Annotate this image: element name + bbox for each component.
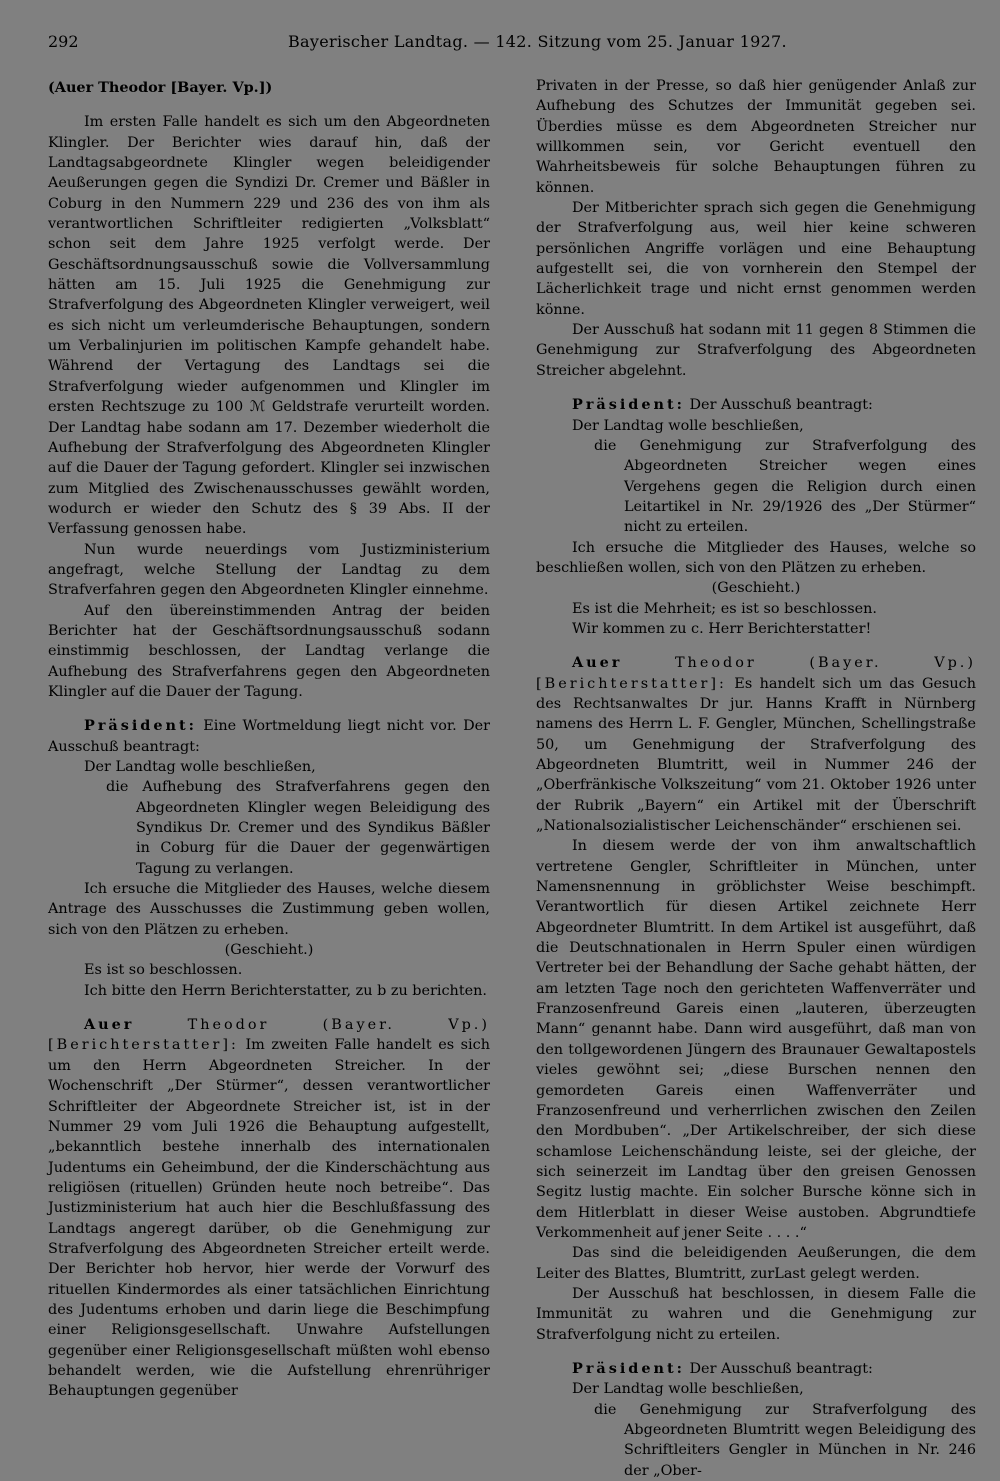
request-text: Ich ersuche die Mitglieder des Hauses, welche so beschließen wollen, sich von den Plätzen zu erheben. [536,539,976,576]
speaker-heading: (Auer Theodor [Bayer. Vp.]) [48,79,273,96]
left-column [48,78,490,1402]
speaker-name: Theodor (Bayer. Vp.) [Berichterstatter]: [48,1017,490,1054]
paragraph: In diesem werde der von ihm anwaltschaftlich vertretene Gengler, Schriftleiter in München, unter Namensnennung in gröblichster Weise beschimpft. Verantwortlich für diesen Artikel zeichnete Herr Abgeordneter Blumtritt. In dem Artikel ist ausgeführt, daß die Deutschnationalen in Herrn Spuler einen würdigen Vertreter bei der Behandlung der Sache gehabt hätten, der am letzten Tage noch den gerichteten Waffenverräter und Franzosenfreund Gareis einen „lauteren, überzeugten Mann“ genannt habe. Dann wird ausgeführt, daß man von den tollgewordenen Jüngern des Braunauer Gewaltapostels vieles gewöhnt sei; „diese Burschen nennen den gemordeten Gareis einen Waffenverräter und Franzosenfreund und verherrlichen zwischen den Zeilen den Mordbuben“. „Der Artikelschreiber, der sich diese schamlose Leichenschändung leiste, sei der gleiche, der sich seinerzeit im Landtag über den greisen Genossen Segitz lustig machte. Ein solcher Bursche könne sich in dem Hitlerblatt in dieser Weise austoben. Abgrundtiefe Verkommenheit auf jener Seite . . . .“ [536,838,976,1241]
statement-text: Es handelt sich um das Gesuch des Rechtsanwaltes Dr jur. Hanns Krafft in Nürnberg namens des Herrn L. F. Gengler, München, Schellingstraße 50, um Genehmigung der Strafverfolgung des Abgeordneten Blumtritt, weil in Nummer 246 der „Oberfränkische Volkszeitung“ vom 21. Oktober 1926 unter der Rubrik „Bayern“ ein Artikel mit der Überschrift „Nationalsozialistischer Leichenschänder“ erschienen sei. [536,675,976,835]
speaker-statement [536,653,976,836]
speaker-label: Präsident: [572,1359,685,1377]
page-header [48,32,974,54]
next-item-text: Wir kommen zu c. Herr Berichterstatter! [572,620,872,637]
request-text: Ich ersuche die Mitglieder des Hauses, welche diesem Antrage des Ausschusses die Zustimmung geben wollen, sich von den Plätzen zu erheben. [48,881,490,938]
paragraph: Privaten in der Presse, so daß hier genügender Anlaß zur Aufhebung des Schutzes der Immunität gegeben sei. Überdies müsse es dem Abgeordneten Streicher nur willkommen sein, vor Gericht eventuell den Wahrheitsbeweis für solche Behauptungen führen zu können. [536,78,976,196]
statement-text: Der Ausschuß beantragt: [684,397,873,414]
motion-body: die Aufhebung des Strafverfahrens gegen den Abgeordneten Klingler wegen Beleidigung des Syndikus Dr. Cremer und des Syndikus Bäßler in Coburg für die Dauer der gegenwärtigen Tagung zu verlangen. [106,779,490,877]
right-column [536,76,976,1481]
decision-text: Es ist so beschlossen. [84,962,243,979]
president-statement [48,716,490,757]
president-statement [536,1359,976,1379]
page-number: 292 [48,32,79,51]
paragraph: Im ersten Falle handelt es sich um den Abgeordneten Klingler. Der Berichter wies darauf hin, daß der Landtagsabgeordnete Klingler wegen beleidigender Aeußerungen gegen die Syndizi Dr. Cremer und Bäßler in Coburg in den Nummern 229 und 236 des von ihm als verantwortlichen Schriftleiter redigierten „Volksblatt“ schon seit dem Jahre 1925 verfolgt werde. Der Geschäftsordnungsausschuß sowie die Vollversammlung hätten am 15. Juli 1925 die Genehmigung zur Strafverfolgung des Abgeordneten Klingler verweigert, weil es sich nicht um verleumderische Behauptungen, sondern um Verbalinjurien im politischen Kampfe gehandelt habe. Während der Vertagung des Landtags sei die Strafverfolgung wieder aufgenommen und Klingler im ersten Rechtszuge zu 100 ℳ Geldstrafe verurteilt worden. Der Landtag habe sodann am 17. Dezember wiederholt die Aufhebung der Strafverfolgung des Abgeordneten Klingler auf die Dauer der Tagung gefordert. Klingler sei inzwischen zum Mitglied des Zwischenausschusses gewählt worden, wodurch er wieder den Schutz des § 39 Abs. II der Verfassung genossen habe. [48,114,490,538]
stage-direction: (Geschieht.) [711,580,801,597]
statement-text: Eine Wortmeldung liegt nicht vor. Der Ausschuß beantragt: [48,718,490,755]
speaker-statement [48,1015,490,1402]
motion-intro: Der Landtag wolle beschließen, [84,759,316,775]
paragraph: Der Ausschuß hat sodann mit 11 gegen 8 Stimmen die Genehmigung zur Strafverfolgung des Abgeordneten Streicher abgelehnt. [536,322,976,379]
paragraph: Auf den übereinstimmenden Antrag der beiden Berichter hat der Geschäftsordnungsausschuß sodann einstimmig beschlossen, der Landtag verlange die Aufhebung des Strafverfahrens gegen den Abgeordneten Klingler auf die Dauer der Tagung. [48,602,490,700]
president-statement [536,395,976,415]
stage-direction: (Geschieht.) [224,942,314,959]
statement-text: Der Ausschuß beantragt: [684,1360,873,1377]
paragraph: Das sind die beleidigenden Aeußerungen, die dem Leiter des Blattes, Blumtritt, zurLast gelegt werden. [536,1245,976,1282]
speaker-label: Präsident: [84,717,197,735]
motion-intro: Der Landtag wolle beschließen, [572,417,804,434]
running-title: Bayerischer Landtag. — 142. Sitzung vom 25. Januar 1927. [288,32,787,51]
speaker-name: Theodor (Bayer. Vp.) [Berichterstatter]: [536,655,976,692]
statement-text: Im zweiten Falle handelt es sich um den Herrn Abgeordneten Streicher. In der Wochenschrift „Der Stürmer“, dessen verantwortlicher Schriftleiter der Abgeordnete Streicher ist, ist in der Nummer 29 vom Juli 1926 die Behauptung aufgestellt, „bekanntlich bestehe innerhalb des internationalen Judentums ein Geheimbund, der die Kinderschächtung aus religiösen (rituellen) Gründen heute noch betreibe“. Das Justizministerium hat auch hier die Beschlußfassung des Landtags angeregt darüber, ob die Genehmigung zur Strafverfolgung des Abgeordneten Streicher erteilt werde. Der Berichter hob hervor, hier werde der Vorwurf des rituellen Kindermordes als einer tatsächlichen Einrichtung des Judentums erhoben und darin liege die Beschimpfung einer Religionsgesellschaft. Unwahre Aufstellungen gegenüber einer Religionsgesellschaft müßten wohl ebenso behandelt werden, wie die Aufstellung ehrenrühriger Behauptungen gegenüber [48,1037,490,1400]
motion-body: die Genehmigung zur Strafverfolgung des Abgeordneten Blumtritt wegen Beleidigung des Schriftleiters Gengler in München in Nr. 246 der „Ober- [594,1401,976,1479]
decision-text: Es ist die Mehrheit; es ist so beschlossen. [572,600,877,617]
speaker-label: Präsident: [572,396,685,414]
speaker-label: Auer [572,654,623,672]
request-text: Ich bitte den Herrn Berichterstatter, zu b zu berichten. [84,982,487,999]
speaker-label: Auer [84,1016,135,1034]
paragraph: Der Ausschuß hat beschlossen, in diesem Falle die Immunität zu wahren und die Genehmigung zur Strafverfolgung nicht zu erteilen. [536,1285,976,1343]
motion-intro: Der Landtag wolle beschließen, [572,1381,804,1398]
paragraph: Nun wurde neuerdings vom Justizministerium angefragt, welche Stellung der Landtag zu dem Strafverfahren gegen den Abgeordneten Klingler einnehme. [48,541,490,599]
motion-body: die Genehmigung zur Strafverfolgung des Abgeordneten Streicher wegen eines Vergehens gegen die Religion durch einen Leitartikel in Nr. 29/1926 des „Der Stürmer“ nicht zu erteilen. [594,437,976,536]
paragraph: Der Mitberichter sprach sich gegen die Genehmigung der Strafverfolgung aus, weil hier keine schweren persönlichen Angriffe vorlägen und eine Behauptung aufgestellt sei, die von vornherein den Stempel der Lächerlichkeit trage und nicht ernst genommen werden könne. [536,200,976,318]
